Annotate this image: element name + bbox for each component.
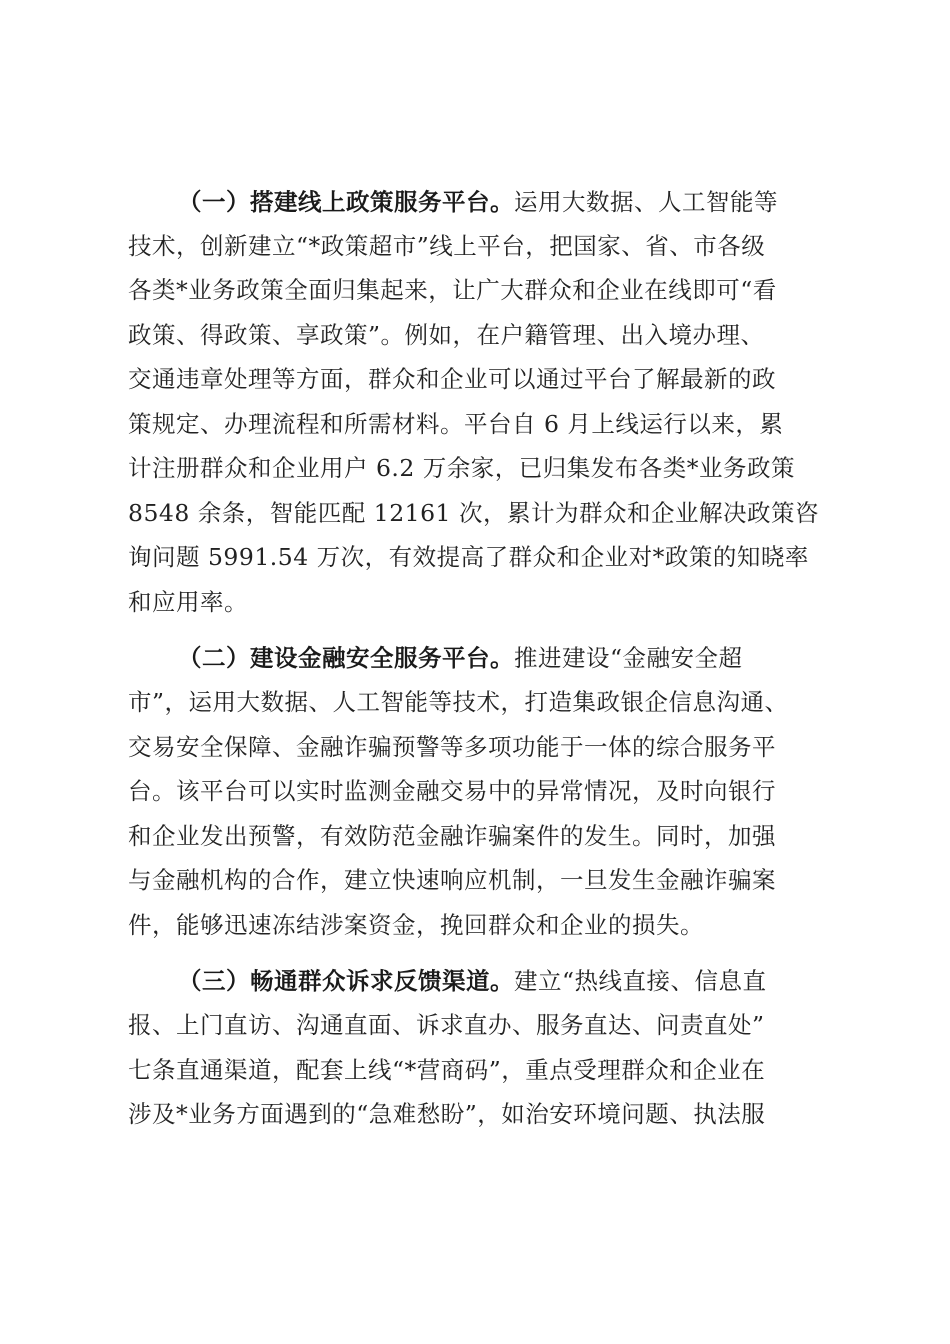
section-2-first-line [178,636,838,680]
section-2-text: 推进建设“金融安全超 [514,644,743,672]
section-3-heading: （三）畅通群众诉求反馈渠道。 [178,967,514,995]
paragraph-line: 策规定、办理流程和所需材料。平台自 6 月上线运行以来，累 [128,410,784,438]
paragraph-line: 和应用率。 [128,588,248,616]
paragraph-line: 政策、得政策、享政策”。例如，在户籍管理、出入境办理、 [128,321,765,349]
paragraph-line: 交易安全保障、金融诈骗预警等多项功能于一体的综合服务平 [128,733,776,761]
paragraph-line: 计注册群众和企业用户 6.2 万余家，已归集发布各类*业务政策 [128,454,796,482]
section-1-text: 运用大数据、人工智能等 [514,188,778,216]
paragraph-line: 市”，运用大数据、人工智能等技术，打造集政银企信息沟通、 [128,688,789,716]
paragraph-line: 技术，创新建立“*政策超市”线上平台，把国家、省、市各级 [128,232,766,260]
section-2-heading: （二）建设金融安全服务平台。 [178,644,514,672]
paragraph-line: 交通违章处理等方面，群众和企业可以通过平台了解最新的政 [128,365,776,393]
paragraph-line: 七条直通渠道，配套上线“*营商码”，重点受理群众和企业在 [128,1056,766,1084]
paragraph-line: 台。该平台可以实时监测金融交易中的异常情况，及时向银行 [128,777,776,805]
paragraph-line: 询问题 5991.54 万次，有效提高了群众和企业对*政策的知晓率 [128,543,809,571]
section-1-heading: （一）搭建线上政策服务平台。 [178,188,514,216]
paragraph-line: 和企业发出预警，有效防范金融诈骗案件的发生。同时，加强 [128,822,776,850]
paragraph-line: 涉及*业务方面遇到的“急难愁盼”，如治安环境问题、执法服 [128,1100,766,1128]
paragraph-line: 件，能够迅速冻结涉案资金，挽回群众和企业的损失。 [128,911,704,939]
section-1-first-line [178,180,838,224]
paragraph-line: 8548 余条，智能匹配 12161 次，累计为群众和企业解决政策咨 [128,499,819,527]
paragraph-line: 各类*业务政策全面归集起来，让广大群众和企业在线即可“看 [128,276,777,304]
section-3-text: 建立“热线直接、信息直 [514,967,767,995]
section-3-first-line [178,959,838,1003]
paragraph-line: 与金融机构的合作，建立快速响应机制，一旦发生金融诈骗案 [128,866,776,894]
paragraph-line: 报、上门直访、沟通直面、诉求直办、服务直达、问责直处” [128,1011,765,1039]
